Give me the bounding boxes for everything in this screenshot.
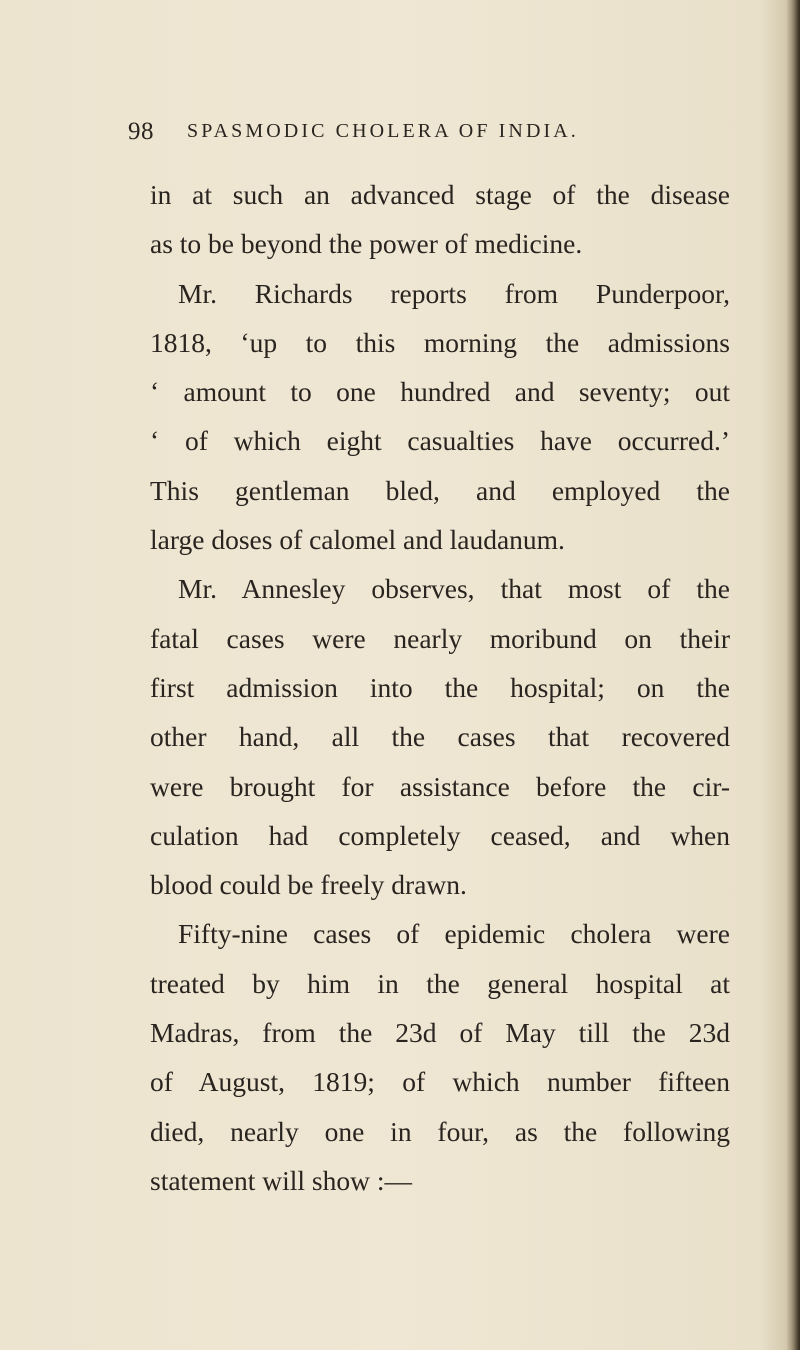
text-line: culation had completely ceased, and when (150, 819, 730, 851)
text-line: ‘ of which eight casualties have occurred.’ (150, 425, 730, 457)
text-line: were brought for assistance before the cir- (150, 770, 730, 802)
text-line: This gentleman bled, and employed the (150, 474, 730, 506)
text-line: Fifty-nine cases of epidemic cholera were (178, 918, 730, 950)
running-head (128, 118, 688, 152)
text-line: statement will show :— (150, 1164, 412, 1196)
text-line: treated by him in the general hospital at (150, 967, 730, 999)
text-line: as to be beyond the power of medicine. (150, 228, 583, 260)
text-line: 1818, ‘up to this morning the admissions (150, 326, 730, 358)
text-line: large doses of calomel and laudanum. (150, 524, 565, 556)
body-text (150, 170, 730, 1205)
text-line: Mr. Richards reports from Punderpoor, (178, 277, 730, 309)
text-line: fatal cases were nearly moribund on their (150, 622, 730, 654)
text-line: ‘ amount to one hundred and seventy; out (150, 376, 730, 408)
text-line: in at such an advanced stage of the disease (150, 179, 730, 210)
page-number: 98 (128, 118, 154, 145)
text-line: blood could be freely drawn. (150, 869, 467, 901)
text-line: of August, 1819; of which number fifteen (150, 1066, 730, 1098)
page-edge-shadow (786, 0, 800, 1350)
text-line: Madras, from the 23d of May till the 23d (150, 1017, 730, 1049)
text-line: died, nearly one in four, as the following (150, 1115, 730, 1147)
text-line: Mr. Annesley observes, that most of the (178, 573, 730, 605)
text-line: first admission into the hospital; on the (150, 671, 730, 703)
running-head-title: SPASMODIC CHOLERA OF INDIA. (187, 120, 579, 142)
text-line: other hand, all the cases that recovered (150, 721, 730, 753)
